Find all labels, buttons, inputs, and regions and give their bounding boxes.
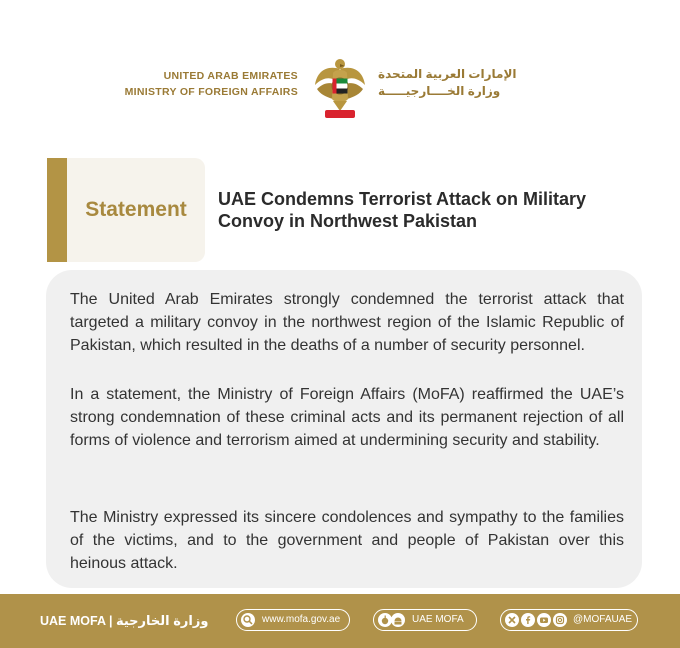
ministry-name-en: MINISTRY OF FOREIGN AFFAIRS xyxy=(124,86,298,98)
paragraph: The United Arab Emirates strongly condemned the terrorist attack that targeted a military convoy in the northwest region of the Islamic Republic of Pakistan, which resulted in the deaths of a number of security personnel. xyxy=(70,291,624,354)
brand-en: UAE MOFA xyxy=(40,614,106,628)
ministry-header xyxy=(0,55,680,125)
app-name: UAE MOFA xyxy=(412,614,464,625)
paragraph: The Ministry expressed its sincere condolences and sympathy to the families of the victims, and to the government and people of Pakistan over this heinous attack. xyxy=(70,509,624,572)
youtube-icon xyxy=(537,613,551,627)
ministry-name-arabic xyxy=(378,66,517,100)
statement-title: UAE Condemns Terrorist Attack on Military Convoy in Northwest Pakistan xyxy=(218,189,587,231)
brand-ar: وزارة الخارجية xyxy=(115,613,209,628)
apple-icon xyxy=(378,613,392,627)
country-name-ar: الإمارات العربية المتحدة xyxy=(378,67,517,81)
paragraph: In a statement, the Ministry of Foreign Affairs (MoFA) reaffirmed the UAE’s strong condemnation of these criminal acts and its permanent rejection of all forms of violence and terrorism aimed at undermining security and stability. xyxy=(70,386,624,449)
brand-separator: | xyxy=(109,614,113,628)
tag-accent-bar xyxy=(47,158,67,262)
statement-label: Statement xyxy=(85,198,187,221)
social-links[interactable] xyxy=(500,609,638,631)
uae-falcon-emblem-icon xyxy=(313,55,367,121)
social-handle: @MOFAUAE xyxy=(573,614,633,625)
ministry-name-english xyxy=(125,68,298,100)
footer-bar xyxy=(0,594,680,648)
app-link[interactable] xyxy=(373,609,477,631)
website-link[interactable] xyxy=(236,609,350,631)
android-icon xyxy=(391,613,405,627)
x-icon xyxy=(505,613,519,627)
instagram-icon xyxy=(553,613,567,627)
facebook-icon xyxy=(521,613,535,627)
country-name-en: UNITED ARAB EMIRATES xyxy=(163,70,298,82)
search-icon xyxy=(241,613,255,627)
footer-brand xyxy=(40,611,208,631)
website-url: www.mofa.gov.ae xyxy=(262,614,341,625)
ministry-name-ar: وزارة الخــــارجيـــــة xyxy=(378,84,501,98)
statement-tag xyxy=(47,158,205,262)
statement-body xyxy=(46,270,642,588)
